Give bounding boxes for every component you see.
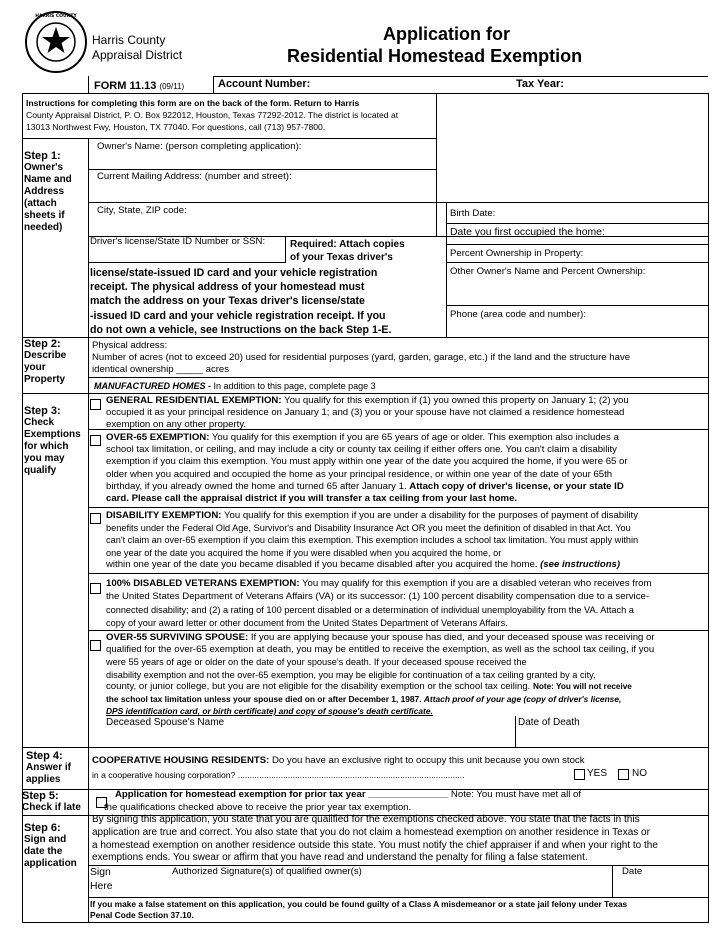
- step-column-divider: [88, 138, 89, 337]
- coop-question-line2: in a cooperative housing corporation? ...............................................................................................: [92, 770, 465, 780]
- disability-title: DISABILITY EXEMPTION:: [106, 510, 222, 521]
- rule: [88, 573, 708, 574]
- instructions-line: Instructions for completing this form are on the back of the form. Return to Harris: [26, 98, 360, 108]
- para-line: occupied it as your principal residence on January 1; and (3) you or your spouse have not claimed a residence homestead: [106, 407, 625, 419]
- para-text: You qualify for this exemption if (1) you owned this property on January 1; (2) you: [281, 395, 629, 406]
- instructions-line: 13013 Northwest Fwy, Houston, TX 77040. For questions, call (713) 957-7800.: [26, 122, 326, 132]
- required-line: receipt. The physical address of your homestead must: [90, 281, 365, 294]
- para-text: within one year of the date you became disabled if you became disabled after you acquired the home.: [106, 558, 541, 570]
- step3-caption: you may: [24, 453, 65, 464]
- para-line: connected disability; and (2) a rating of 100 percent disabled or a determination of individual unemployability from the VA. Attach a: [106, 604, 634, 615]
- step3-caption: for which: [24, 441, 69, 452]
- disability-exemption-checkbox[interactable]: [90, 513, 101, 524]
- step-column-divider: [88, 393, 89, 747]
- general-exemption-text: [106, 395, 629, 432]
- sign-date-field[interactable]: Date: [622, 866, 643, 877]
- signature-field[interactable]: Authorized Signature(s) of qualified owner(s): [172, 866, 362, 877]
- para-line: were 55 years of age or older on the date of your spouse's death. If your deceased spouse received the: [106, 657, 527, 668]
- section-rule: [22, 393, 708, 394]
- step2-label: [24, 338, 66, 386]
- step3-label: [24, 405, 81, 477]
- instructions-block: [26, 97, 398, 133]
- county-name-line2: Appraisal District: [92, 48, 183, 62]
- para-line: copy of your award letter or other document from the United States Department of Veterans Affairs.: [106, 618, 508, 629]
- para-line: exemption on any other property.: [106, 419, 247, 431]
- required-line: match the address on your Texas driver's license/state: [90, 295, 365, 308]
- required-line: license/state-issued ID card and your vehicle registration: [90, 267, 378, 279]
- rule: [22, 138, 437, 139]
- required-line: -issued ID card and your vehicle registration receipt. If you: [90, 309, 386, 322]
- step5-title: Step 5:: [22, 790, 59, 802]
- date-of-death-field[interactable]: Date of Death: [518, 717, 580, 728]
- step2-caption: your: [24, 362, 46, 373]
- para-text: You qualify for this exemption if you are under a disability for the purposes of payment of disability: [221, 510, 638, 521]
- para-bold: Attach copy of driver's license, or your state ID: [409, 480, 624, 492]
- para-line: exemptions ends. You swear or affirm that you have read and understand the penalty for filing a false statement.: [92, 852, 588, 864]
- veterans-exemption-checkbox[interactable]: [90, 583, 101, 594]
- para-bold: the school tax limitation unless your spouse died on or after December 1, 1987.: [106, 694, 424, 705]
- step6-caption: Sign and: [24, 834, 67, 845]
- form-label: FORM 11.13: [94, 80, 157, 92]
- para-line: [106, 432, 628, 444]
- step1-caption: needed): [24, 222, 63, 233]
- owner-name-field[interactable]: Owner's Name: (person completing application):: [97, 141, 302, 152]
- rule: [88, 429, 708, 430]
- rule: [88, 507, 708, 508]
- late-title: Application for homestead exemption for prior tax year _______________: [115, 789, 449, 800]
- rule: [515, 716, 516, 747]
- step1-title: Step 1:: [24, 150, 61, 162]
- rule: [446, 244, 708, 245]
- header-divider: [213, 76, 214, 93]
- coop-no-label: NO: [632, 768, 647, 779]
- frame-bottom: [22, 922, 708, 923]
- step4-title: Step 4:: [26, 750, 63, 762]
- para-bold: Attach proof of your age (copy of driver's license,: [423, 694, 622, 705]
- veterans-title: 100% DISABLED VETERANS EXEMPTION:: [106, 578, 300, 589]
- acres-field[interactable]: identical ownership _____ acres: [92, 364, 230, 375]
- para-text: You qualify for this exemption if you are 65 years of age or older. This exemption also includes a: [209, 432, 619, 443]
- para-line: DPS identification card, or birth certificate) and copy of spouse's death certificate.: [106, 706, 433, 717]
- rule: [88, 377, 708, 378]
- account-number-label: Account Number:: [218, 78, 311, 90]
- para-line: school tax limitation, or ceiling, and may include a city or county tax ceiling if either offers one. You can't claim a disability: [106, 444, 617, 456]
- step1-label: [24, 150, 72, 234]
- late-application-line2: the qualifications checked above to receive the prior year tax exemption.: [104, 802, 412, 813]
- general-exemption-checkbox[interactable]: [90, 399, 101, 410]
- rule: [88, 630, 708, 631]
- header-divider: [88, 76, 89, 93]
- county-name-line1: Harris County: [92, 33, 166, 47]
- form-number: [94, 80, 184, 93]
- form-title-line2: Residential Homestead Exemption: [287, 46, 583, 66]
- birth-date-field[interactable]: Birth Date:: [450, 208, 496, 219]
- step1-caption: Name and: [24, 174, 72, 185]
- late-note: Note: You must have met all of: [448, 789, 582, 800]
- para-line: benefits under the Federal Old Age, Survivor's and Disability Insurance Act OR you meet the definition of disabled in that Act. You: [106, 523, 631, 534]
- para-line: one year of the date you acquired the home if you were disabled when you acquired the home, or: [106, 547, 502, 558]
- attestation-text: [92, 814, 658, 865]
- spouse-title: OVER-55 SURVIVING SPOUSE:: [106, 632, 249, 643]
- other-owners-field[interactable]: Other Owner's Name and Percent Ownership:: [450, 266, 646, 277]
- required-note-continued: [90, 266, 391, 337]
- rule: [285, 236, 286, 262]
- step6-label: [24, 822, 77, 870]
- rule: [88, 262, 286, 263]
- rule: [446, 223, 708, 224]
- step1-caption: Owner's: [24, 162, 64, 173]
- step1-caption: (attach: [24, 198, 57, 209]
- para-text: county, or junior college, but you are not eligible for the disability exemption or the school tax ceiling.: [106, 680, 533, 692]
- required-line: Required: Attach copies: [290, 239, 405, 250]
- svg-text:HARRIS COUNTY: HARRIS COUNTY: [35, 14, 77, 19]
- para-line: the United States Department of Veterans Affairs (VA) or its successor: (1) 100 percent disability compensation due to a service-: [106, 591, 650, 603]
- step4-caption: Answer if: [26, 762, 72, 773]
- date-occupied-field[interactable]: Date you first occupied the home:: [450, 227, 605, 238]
- instructions-line: County Appraisal District, P. O. Box 922012, Houston, Texas 77292-2012. The district is located at: [26, 110, 399, 120]
- para-line: [106, 578, 651, 590]
- para-line: older when you acquired and occupied the home as your principal residence, or within one year of the date of your 65th: [106, 468, 613, 480]
- step6-caption: application: [24, 858, 77, 869]
- para-line: [106, 632, 655, 644]
- form-date: (09/11): [159, 82, 185, 91]
- rule: [446, 262, 708, 263]
- para-line: [106, 481, 628, 493]
- para-line: [106, 681, 655, 693]
- para-line: can't claim an over-65 exemption if you claim this exemption. This exemption includes a school tax limitation. You must apply within: [106, 535, 639, 546]
- para-text: birthday, if you already owned the home and turned 65 after January 1.: [106, 480, 410, 492]
- rule: [436, 138, 437, 237]
- tax-year-label: Tax Year:: [516, 78, 564, 90]
- coop-question: [92, 755, 585, 767]
- step-column-divider: [88, 747, 89, 789]
- step2-title: Step 2:: [24, 338, 61, 350]
- penalty-warning-line2: Penal Code Section 37.10.: [90, 910, 194, 920]
- required-note: [290, 238, 405, 264]
- coop-yes-label: YES: [587, 768, 608, 779]
- drivers-license-field[interactable]: Driver's license/State ID Number or SSN:: [90, 236, 266, 247]
- step6-title: Step 6:: [24, 822, 61, 834]
- deceased-spouse-name-field[interactable]: Deceased Spouse's Name: [106, 717, 225, 728]
- late-application-line1: [115, 789, 581, 801]
- para-line: qualified for the over-65 exemption at death, you may be entitled to receive the exemption, as well as the school tax ceiling, if you: [106, 644, 655, 656]
- step6-caption: date the: [24, 846, 63, 857]
- para-line: exemption if you claim this exemption. You must apply within one year of the date you acquired the home, if you were 65 or: [106, 456, 628, 468]
- manufactured-text: In addition to this page, complete page 3: [211, 381, 376, 391]
- mailing-address-field[interactable]: Current Mailing Address: (number and street):: [97, 171, 292, 182]
- step1-caption: sheets if: [24, 210, 65, 221]
- over65-exemption-checkbox[interactable]: [90, 435, 101, 446]
- header-rule: [213, 76, 708, 77]
- para-line: application are true and correct. You also state that you do not claim a homestead exemption on another residence in Texas or: [92, 826, 650, 838]
- para-line: [106, 395, 629, 407]
- percent-ownership-field[interactable]: Percent Ownership in Property:: [450, 248, 584, 259]
- para-text: If you are applying because your spouse has died, and your deceased spouse was receiving or: [248, 632, 655, 643]
- para-line: disability exemption and not the over-65 exemption, you may be eligible for continuation of a tax ceiling granted by a city,: [106, 669, 596, 680]
- step2-caption: Property: [24, 374, 66, 385]
- step-column-divider: [88, 337, 89, 393]
- para-bold: Note: You will not receive: [532, 681, 632, 691]
- surviving-spouse-text: [106, 632, 655, 717]
- para-line: [106, 559, 638, 571]
- coop-title: COOPERATIVE HOUSING RESIDENTS:: [92, 755, 270, 766]
- over65-title: OVER-65 EXEMPTION:: [106, 432, 210, 443]
- step5-caption: Check if late: [22, 802, 81, 813]
- manufactured-title: MANUFACTURED HOMES -: [94, 381, 211, 391]
- step4-label: [26, 750, 71, 786]
- rule: [88, 169, 437, 170]
- rule: [88, 202, 708, 203]
- sign-label: Sign: [90, 867, 111, 878]
- phone-field[interactable]: Phone (area code and number):: [450, 309, 586, 320]
- coop-text: Do you have an exclusive right to occupy this unit because you own stock: [269, 755, 585, 766]
- frame-right: [708, 93, 709, 923]
- city-state-zip-field[interactable]: City, State, ZIP code:: [97, 205, 187, 216]
- para-bold: (see instructions): [540, 558, 621, 570]
- step3-caption: Check: [24, 417, 55, 428]
- step5-label: [22, 790, 81, 814]
- veterans-exemption-text: [106, 578, 651, 631]
- coop-yes-checkbox[interactable]: [574, 769, 585, 780]
- step3-caption: qualify: [24, 465, 57, 476]
- step3-title: Step 3:: [24, 405, 61, 417]
- penalty-warning-line1: If you make a false statement on this application, you could be found guilty of a Class A misdemeanor or a state jail felony under Texas: [90, 899, 628, 909]
- manufactured-homes-note: [94, 380, 376, 392]
- required-line: do not own a vehicle, see Instructions on the back Step 1-E.: [90, 323, 392, 336]
- disability-exemption-text: [106, 510, 638, 571]
- para-line: [106, 693, 655, 705]
- para-line: card. Please call the appraisal district if you will transfer a tax ceiling from your last home.: [106, 493, 518, 505]
- surviving-spouse-checkbox[interactable]: [90, 640, 101, 651]
- rule: [446, 305, 708, 306]
- form-title-line1: Application for: [383, 24, 510, 44]
- coop-no-checkbox[interactable]: [618, 769, 629, 780]
- general-exemption-title: GENERAL RESIDENTIAL EXEMPTION:: [106, 395, 282, 406]
- required-line: of your Texas driver's: [290, 252, 393, 263]
- para-line: By signing this application, you state that you are qualified for the exemptions checked above. You state that the facts in this: [92, 814, 640, 825]
- step-column-divider: [88, 789, 89, 923]
- here-label: Here: [90, 881, 113, 892]
- instructions-divider: [436, 93, 437, 139]
- over65-exemption-text: [106, 432, 628, 505]
- frame-top: [22, 93, 708, 94]
- step2-caption: Describe: [24, 350, 67, 361]
- section-rule: [22, 747, 708, 748]
- rule: [612, 865, 613, 898]
- section-rule: [22, 337, 708, 338]
- acres-line: Number of acres (not to exceed 20) used for residential purposes (yard, garden, garage, etc.) if the land and the structure have: [92, 352, 631, 363]
- step3-caption: Exemptions: [24, 429, 81, 440]
- step1-caption: Address: [24, 186, 65, 197]
- para-line: a homestead exemption on another residence outside this state. You must notify the chief appraiser if and when your right to the: [92, 839, 658, 851]
- para-line: [106, 510, 638, 522]
- physical-address-field[interactable]: Physical address:: [92, 340, 168, 351]
- seal-logo: [24, 10, 88, 74]
- step4-caption: applies: [26, 774, 61, 785]
- para-text: You may qualify for this exemption if you are a disabled veteran who receives from: [299, 578, 652, 589]
